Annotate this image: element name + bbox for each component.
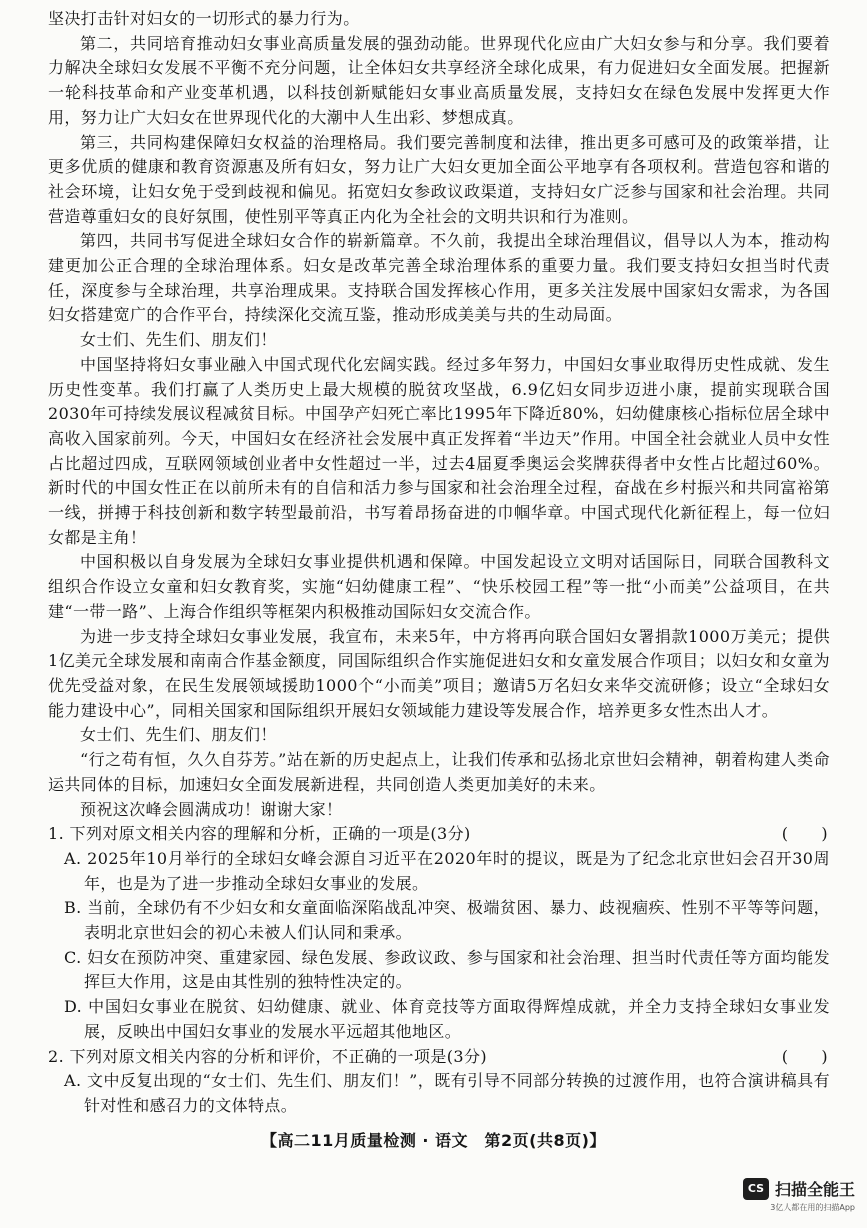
watermark-name: 扫描全能王: [774, 1180, 855, 1199]
question-1-option-b: B. 当前，全球仍有不少妇女和女童面临深陷战乱冲突、极端贫困、暴力、歧视痼疾、性别不平等等问题，表明北京世妇会的初心未被人们认同和秉承。: [64, 898, 830, 943]
answer-blank: ( ): [781, 1046, 828, 1066]
paragraph-continuation: 坚决打击针对妇女的一切形式的暴力行为。: [48, 9, 360, 28]
watermark-slogan: 3亿人都在用的扫描App: [770, 1203, 855, 1212]
paragraph-china-support: 中国积极以自身发展为全球妇女事业提供机遇和保障。中国发起设立文明对话国际日，同联合国教科文组织合作设立女童和妇女教育奖，实施“妇幼健康工程”、“快乐校园工程”等一批“小而美”公益项目，在共建“一带一路”、上海合作组织等框架内积极推动国际妇女交流合作。: [48, 552, 830, 621]
paragraph-wishes: 预祝这次峰会圆满成功！谢谢大家！: [80, 799, 343, 819]
question-2-option-a: A. 文中反复出现的“女士们、先生们、朋友们！”，既有引导不同部分转换的过渡作用，也符合演讲稿具有针对性和感召力的文体特点。: [64, 1071, 830, 1115]
paragraph-point-two: 第二，共同培育推动妇女事业高质量发展的强劲动能。世界现代化应由广大妇女参与和分享。我们要着力解决全球妇女发展不平衡不充分问题，让全体妇女共享经济全球化成果，有力促进妇女全面发展。把握新一轮科技革命和产业变革机遇，以科技创新赋能妇女事业高质量发展，支持妇女在绿色发展中发挥更大作用，努力让广大妇女在世界现代化的大潮中人生出彩、梦想成真。: [48, 33, 830, 127]
paragraph-point-three: 第三，共同构建保障妇女权益的治理格局。我们要完善制度和法律，推出更多可感可及的政策举措，让更多优质的健康和教育资源惠及所有妇女，努力让广大妇女更加全面公平地享有各项权利。营造包容和谐的社会环境，让妇女免于受到歧视和偏见。拓宽妇女参政议政渠道，支持妇女广泛参与国家和社会治理。共同营造尊重妇女的良好氛围，使性别平等真正内化为全社会的文明共识和行为准则。: [48, 132, 830, 226]
answer-blank: ( ): [781, 824, 828, 844]
paragraph-point-four: 第四，共同书写促进全球妇女合作的崭新篇章。不久前，我提出全球治理倡议，倡导以人为本，推动构建更加公正合理的全球治理体系。妇女是改革完善全球治理体系的重要力量。我们要支持妇女担当时代责任，深度参与全球治理，共享治理成果。支持联合国发挥核心作用，更多关注发展中国家妇女需求，为各国妇女搭建宽广的合作平台，持续深化交流互鉴，推动形成美美与共的生动局面。: [48, 231, 830, 325]
question-1-stem: [48, 822, 830, 847]
paragraph-closing: “行之苟有恒，久久自芬芳。”站在新的历史起点上，让我们传承和弘扬北京世妇会精神，朝着构建人类命运共同体的目标，加速妇女全面发展新进程，共同创造人类更加美好的未来。: [48, 750, 830, 794]
question-2-stem: [48, 1045, 830, 1070]
question-2-text: 2. 下列对原文相关内容的分析和评价，不正确的一项是(3分): [48, 1046, 488, 1066]
page-footer: 【高二11月质量检测 · 语文 第2页(共8页)】: [261, 1131, 606, 1150]
paragraph-salutation: 女士们、先生们、朋友们！: [80, 725, 277, 745]
paragraph-salutation: 女士们、先生们、朋友们！: [80, 330, 277, 350]
paragraph-announcement: 为进一步支持全球妇女事业发展，我宣布，未来5年，中方将再向联合国妇女署捐款1000万美元；提供1亿美元全球发展和南南合作基金额度，同国际组织合作实施促进妇女和女童发展合作项目；以妇女和女童为优先受益对象，在民生发展领域援助1000个“小而美”项目；邀请5万名妇女来华交流研修；设立“全球妇女能力建设中心”，同相关国家和国际组织开展妇女领域能力建设等发展合作，培养更多女性杰出人才。: [48, 626, 830, 720]
scanner-watermark: [695, 1177, 855, 1221]
question-1-option-d: D. 中国妇女事业在脱贫、妇幼健康、就业、体育竞技等方面取得辉煌成就，并全力支持全球妇女事业发展，反映出中国妇女事业的发展水平远超其他地区。: [64, 997, 830, 1041]
watermark-brand: [695, 1177, 855, 1200]
question-1-option-a: A. 2025年10月举行的全球妇女峰会源自习近平在2020年时的提议，既是为了纪念北京世妇会召开30周年，也是为了进一步推动全球妇女事业的发展。: [64, 848, 830, 893]
article-body: [48, 7, 830, 1119]
paragraph-china-achievements: 中国坚持将妇女事业融入中国式现代化宏阔实践。经过多年努力，中国妇女事业取得历史性成就、发生历史性变革。我们打赢了人类历史上最大规模的脱贫攻坚战，6.9亿妇女同步迈进小康，提前实现联合国2030年可持续发展议程减贫目标。中国孕产妇死亡率比1995年下降近80%，妇幼健康核心指标位居全球中高收入国家前列。今天，中国妇女在经济社会发展中真正发挥着“半边天”作用。中国全社会就业人员中女性占比超过四成，互联网领域创业者中女性超过一半，过去4届夏季奥运会奖牌获得者中女性占比超过60%。新时代的中国女性正在以前所未有的自信和活力参与国家和社会治理全过程，奋战在乡村振兴和共同富裕第一线，拼搏于科技创新和数字转型最前沿，书写着昂扬奋进的巾帼华章。中国式现代化新征程上，每一位妇女都是主角！: [48, 354, 830, 547]
question-1-option-c: C. 妇女在预防冲突、重建家园、绿色发展、参政议政、参与国家和社会治理、担当时代责任等方面均能发挥巨大作用，这是由其性别的独特性决定的。: [64, 947, 830, 992]
question-1-text: 1. 下列对原文相关内容的理解和分析，正确的一项是(3分): [48, 824, 471, 844]
camscanner-logo-icon: CS: [743, 1178, 769, 1200]
